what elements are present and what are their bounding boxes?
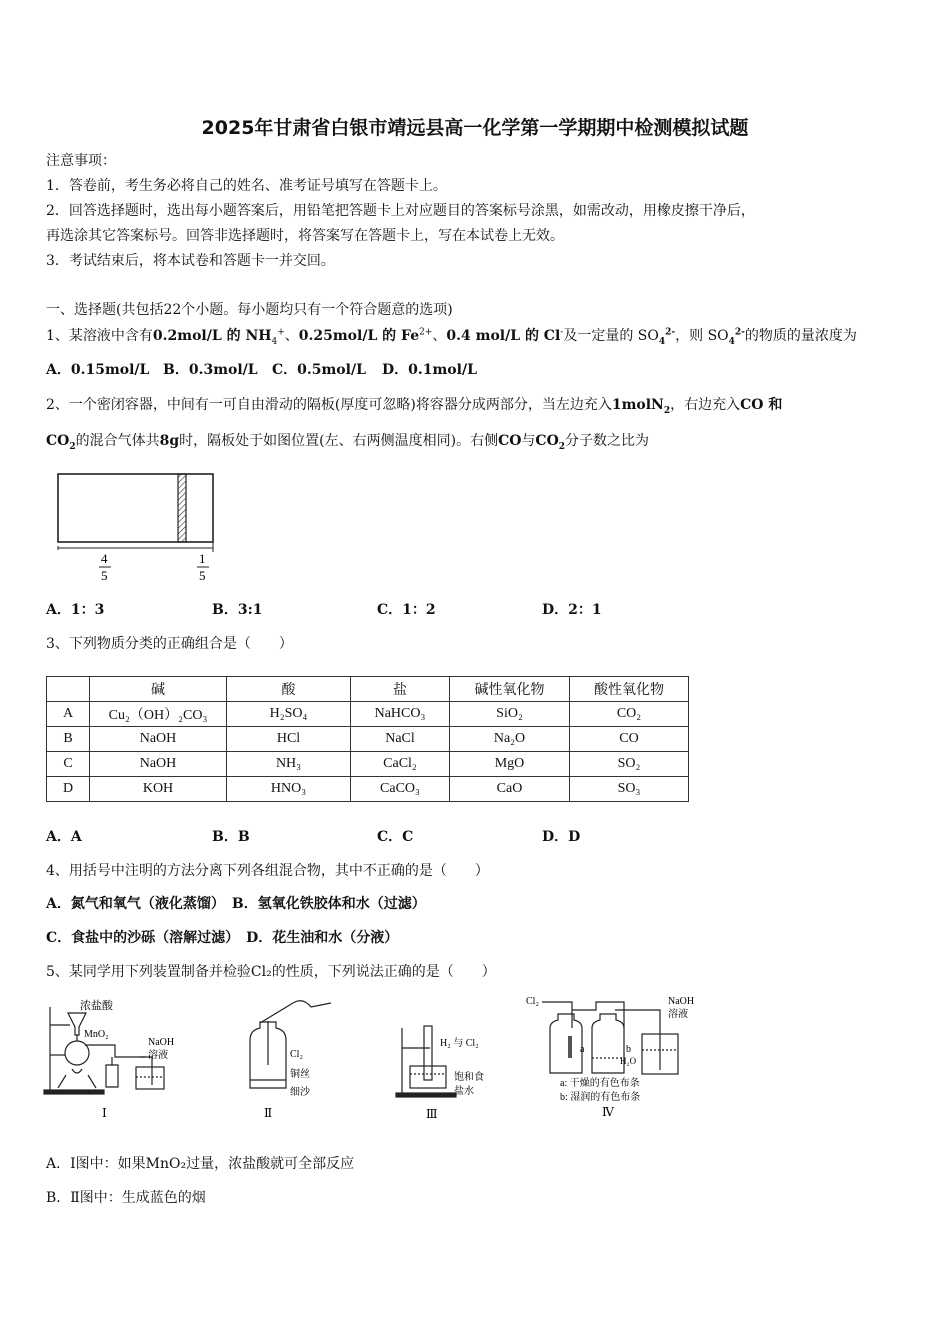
cell-acid: HNO₃ [227,777,351,802]
label-cl2: Cl₂ [290,1049,303,1060]
row-label: A [47,702,90,727]
label-brine-1: 饱和食 [454,1072,484,1083]
fraction-left-numerator: 4 [101,551,108,566]
label-cl2: Cl₂ [526,996,539,1007]
cell-base: KOH [90,777,227,802]
notice-heading: 注意事项： [46,153,116,169]
question-3-option-b: B．B [212,829,250,845]
question-5-stem: 5、某同学用下列装置制备并检验Cl₂的性质，下列说法正确的是（ ） [46,964,496,980]
figure-number-2: Ⅱ [264,1106,273,1120]
table-header-cell: 碱性氧化物 [450,677,570,702]
dry-cloth-strip [568,1036,572,1058]
question-4-options-ab: A．氮气和氧气（液化蒸馏） B．氢氧化铁胶体和水（过滤） [46,896,426,912]
caption-b: b: 湿润的有色布条 [560,1092,641,1103]
label-naoh-1: NaOH [668,996,695,1007]
question-2-option-b: B．3:1 [212,602,263,618]
cell-base: NaOH [90,752,227,777]
question-1-option-d: D．0.1mol/L [382,362,477,378]
table-header-cell: 酸 [227,677,351,702]
container-body [58,474,213,542]
label-conc-hcl: 浓盐酸 [80,1000,113,1012]
table-row [47,752,689,777]
question-1-option-a: A．0.15mol/L [46,362,150,378]
question-3-option-c: C．C [377,829,414,845]
cell-basic-oxide: MgO [450,752,570,777]
fraction-right-denominator: 5 [199,568,206,583]
cell-basic-oxide: SiO₂ [450,702,570,727]
table-header-cell: 酸性氧化物 [570,677,689,702]
question-2-option-a: A．1：3 [46,602,105,618]
cell-salt: CaCO₃ [351,777,450,802]
cell-base: NaOH [90,727,227,752]
apparatus-figure-2 [238,995,348,1125]
apparatus-figure-1 [40,995,200,1125]
table-row [47,777,689,802]
figure-number-4: Ⅳ [602,1105,614,1119]
question-5-option-b: B．Ⅱ图中：生成蓝色的烟 [46,1190,206,1206]
cell-acid: HCl [227,727,351,752]
cell-salt: NaHCO₃ [351,702,450,727]
label-fine-sand: 细沙 [290,1087,310,1098]
row-label: B [47,727,90,752]
question-2-option-c: C．1：2 [377,602,436,618]
classification-table [46,676,689,802]
section-heading: 一、选择题(共包括22个小题。每小题均只有一个符合题意的选项) [46,302,453,318]
cell-salt: CaCl₂ [351,752,450,777]
page-title: 2025年甘肃省白银市靖远县高一化学第一学期期中检测模拟试题 [201,117,749,139]
figure-number-1: Ⅰ [102,1106,107,1120]
question-1-stem: 1、某溶液中含有0.2mol/L 的 $NH_4^+$、0.25mol/L 的 $Fe^{2+}$、0.4 mol/L 的 Cl-及一定量的 $SO_4^{2-}$，则 $SO_4^{2-}$的物质的量浓度为 [46,327,857,347]
figure-number-3: Ⅲ [426,1107,438,1121]
table-header-cell: 盐 [351,677,450,702]
notice-item-3: 3．考试结束后，将本试卷和答题卡一并交回。 [46,253,335,269]
label-naoh-2: 溶液 [148,1050,168,1061]
question-1-option-b: B．0.3mol/L [163,362,258,378]
label-h2-cl2: H₂ 与 Cl₂ [440,1038,479,1049]
question-3-option-a: A．A [46,829,82,845]
cell-salt: NaCl [351,727,450,752]
cell-acidic-oxide: CO [570,727,689,752]
label-b: b [626,1044,631,1055]
fraction-right-numerator: 1 [199,551,206,566]
question-3-option-d: D．D [542,829,581,845]
cell-basic-oxide: CaO [450,777,570,802]
table-header-cell [47,677,90,702]
cell-acidic-oxide: CO₂ [570,702,689,727]
label-a: a [580,1044,585,1055]
question-2-line-2: $CO_2$的混合气体共8g时，隔板处于如图位置(左、右两侧温度相同)。右侧CO与$CO_2$分子数之比为 [46,433,650,452]
label-copper-wire: 铜丝 [290,1069,310,1080]
cell-acid: H₂SO₄ [227,702,351,727]
row-label: C [47,752,90,777]
question-1-option-c: C．0.5mol/L [272,362,366,378]
label-naoh-1: NaOH [148,1037,175,1048]
row-label: D [47,777,90,802]
table-header-row [47,677,689,702]
label-brine-2: 盐水 [454,1086,474,1097]
question-2-line-1: 2、一个密闭容器，中间有一可自由滑动的隔板(厚度可忽略)将容器分成两部分，当左边充入1molN$_2$，右边充入CO 和 [46,397,783,416]
question-2-option-d: D．2：1 [542,602,602,618]
table-row [47,727,689,752]
cell-acidic-oxide: SO₃ [570,777,689,802]
cell-acid: NH₃ [227,752,351,777]
cell-base: Cu₂（OH）₂CO₃ [90,702,227,727]
notice-item-2a: 2．回答选择题时，选出每小题答案后，用铅笔把答题卡上对应题目的答案标号涂黑，如需改动，用橡皮擦干净后， [46,203,755,219]
apparatus-figure-4 [520,990,710,1125]
question-4-options-cd: C．食盐中的沙砾（溶解过滤） D．花生油和水（分液） [46,930,399,946]
cell-basic-oxide: Na₂O [450,727,570,752]
partition-board [178,474,186,542]
notice-item-1: 1．答卷前，考生务必将自己的姓名、准考证号填写在答题卡上。 [46,178,447,194]
cell-acidic-oxide: SO₂ [570,752,689,777]
table-row [47,702,689,727]
fraction-left-denominator: 5 [101,568,108,583]
apparatus-figure-3 [392,1018,502,1123]
question-5-option-a: A．Ⅰ图中：如果MnO₂过量，浓盐酸就可全部反应 [46,1156,355,1172]
label-h2o: H₂O [620,1056,637,1066]
question-3-stem: 3、下列物质分类的正确组合是（ ） [46,636,293,652]
label-mno2: MnO₂ [84,1029,109,1040]
notice-item-2b: 再选涂其它答案标号。回答非选择题时，将答案写在答题卡上，写在本试卷上无效。 [46,228,564,244]
label-naoh-2: 溶液 [668,1009,688,1020]
question-4-stem: 4、用括号中注明的方法分离下列各组混合物，其中不正确的是（ ） [46,863,489,879]
table-header-cell: 碱 [90,677,227,702]
container-partition-figure [46,462,226,587]
caption-a: a: 干燥的有色布条 [560,1078,640,1089]
